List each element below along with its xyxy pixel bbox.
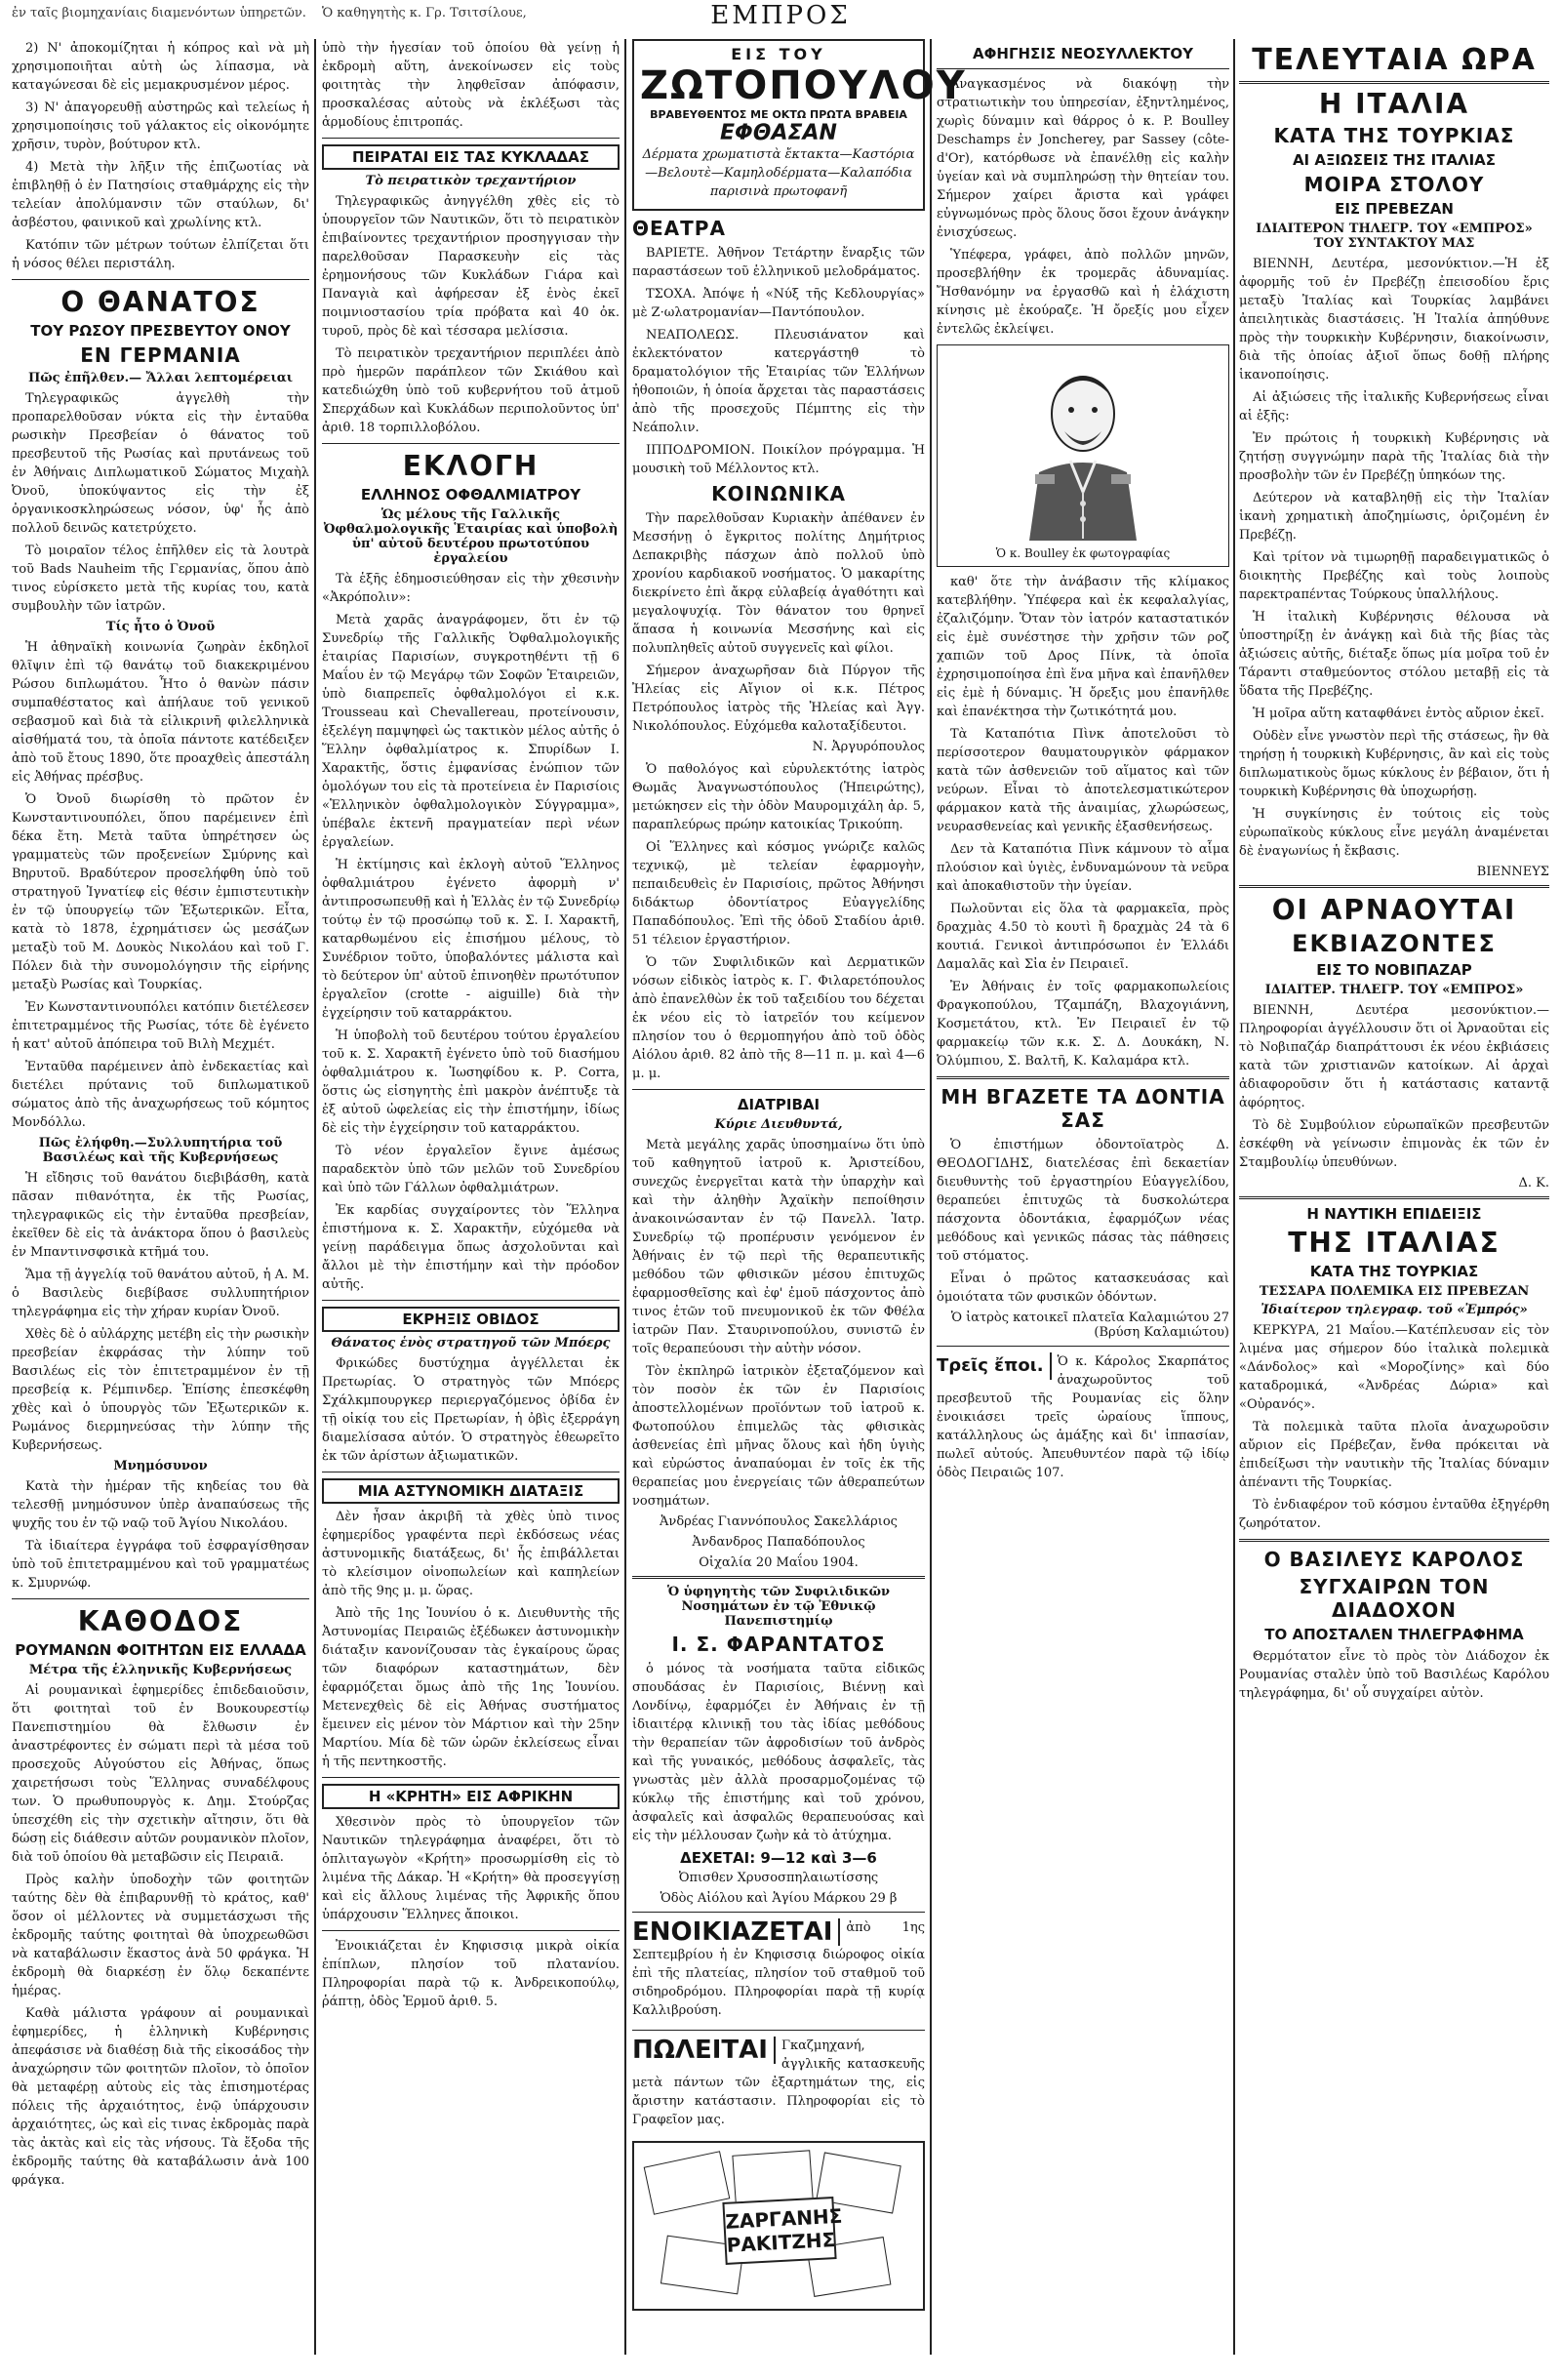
- classified-ad: [632, 1918, 925, 2024]
- divider: [632, 1576, 925, 1579]
- article-paragraph: Ὑπέφερα, γράφει, ἀπὸ πολλῶν μηνῶν, προσεβλήθην ἐκ τρομερᾶς ἀδυναμίας. Ἤσθανόμην να ἐργασθῶ καὶ ἡ ἐλάχιστη κίνησις μὲ ἐκούραζε. Ἡ ὄρεξίς μου εἶχεν ἐντελῶς ἐκλείψει.: [937, 248, 1229, 337]
- article-paragraph: Εἶναι ὁ πρῶτος κατασκευάσας καὶ ὁμοιότατα τῶν φυσικῶν ὀδόντων.: [937, 1271, 1229, 1305]
- subheading: Ὁ ὑφηγητὴς τῶν Συφιλιδικῶν Νοσημάτων ἐν τῷ Ἐθνικῷ Πανεπιστημίῳ: [666, 1585, 891, 1629]
- article-paragraph: Κατὰ τὴν ἡμέραν τῆς κηδείας του θὰ τελεσθῇ μνημόσυνον ὑπὲρ ἀναπαύσεως τῆς ψυχῆς του ἐν τῷ ναῷ τοῦ Ἁγίου Νικολάου.: [12, 1479, 309, 1531]
- signature: Ἀνδρέας Γιαννόπουλος Σακελλάριος: [660, 1514, 898, 1529]
- section-title: ΤΕΛΕΥΤΑΙΑ ΩΡΑ: [1239, 43, 1549, 84]
- hat-shop-advertisement: [632, 2141, 925, 2311]
- column-3: [632, 39, 967, 2355]
- hat-card-icon: [732, 2150, 813, 2203]
- column-4: [937, 39, 1229, 2355]
- section-title: ΘΕΑΤΡΑ: [632, 217, 726, 240]
- subheading: Μέτρα τῆς ἑλληνικῆς Κυβερνήσεως: [28, 1663, 293, 1677]
- ad-keyword: ΕΝΟΙΚΙΑΖΕΤΑΙ: [632, 1918, 840, 1946]
- headline: Η «ΚΡΗΤΗ» ΕΙΣ ΑΦΡΙΚΗΝ: [322, 1784, 620, 1809]
- article-paragraph: Χθὲς δὲ ὁ αὐλάρχης μετέβη εἰς τὴν ρωσικὴν πρεσβείαν ἐκφράσας τὴν λύπην τοῦ Βασιλέως εἰς τὸν ἐπιτετραμμένον ἐν τῇ πρεσβείᾳ κ. Ρέμπινδερ. Ἐπίσης ἐπεσκέφθη χθὲς καὶ ὁ ὑπουργὸς τῶν Ἐξωτερικῶν κ. Ρωμάνος διερμηνεύσας τὴν λύπην τῆς Κυβερνήσεως.: [12, 1327, 309, 1453]
- article-paragraph: 2) Ν' ἀποκομίζηται ἡ κόπρος καὶ νὰ μὴ χρησιμοποιῆται αὐτὴ ὡς λίπασμα, νὰ καταγώνεσαι δὲ εἰς μεμακρυσμένον μέρος.: [12, 41, 309, 93]
- article-paragraph: Ἡ συγκίνησις ἐν τούτοις εἰς τοὺς εὐρωπαϊκοὺς κύκλους εἶνε μεγάλη ἀναμένεται δὲ ἐναγωνίως ἡ ἔκβασις.: [1239, 807, 1549, 859]
- article-paragraph: ὑπὸ τὴν ἡγεσίαν τοῦ ὁποίου θὰ γείνῃ ἡ ἐκδρομὴ αὕτη, ἀνεκοίνωσεν εἰς τοὺς φοιτητὰς τὴν ληφθεῖσαν ἀπόφασιν, προσκαλέσας αὐτοὺς νὰ ἐκλέξωσι τὰς ἁρμοδίους ἐπιτροπάς.: [322, 41, 620, 130]
- subheading: Τίς ἦτο ὁ Ὀνοῦ: [105, 620, 216, 634]
- divider: [632, 1089, 925, 1090]
- divider: [1239, 885, 1549, 888]
- article-paragraph: Τὸ δὲ Συμβούλιον εὐρωπαϊκῶν πρεσβευτῶν ἐσκέφθη νὰ γείνωσιν ἐπιμονὰς ἐκ τῶν ἐν Σταμβουλίῳ ὑπευθύνων.: [1239, 1118, 1549, 1170]
- divider: [632, 2030, 925, 2031]
- divider: [322, 1930, 620, 1931]
- signature: Ἀνδανδρος Παπαδόπουλος: [692, 1535, 865, 1550]
- divider: [937, 1076, 1229, 1079]
- article-paragraph: ὁ μόνος τὰ νοσήματα ταῦτα εἰδικῶς σπουδάσας ἐν Παρισίοις, Βιέννῃ καὶ Λονδίνῳ, ἐφαρμόζει ἐν Ἀθήναις ἐν τῇ ἰδιαιτέρᾳ κλινικῇ του τὰς ἰδίας μεθόδους τὴν θεραπείαν τῶν ἀφροδισίων τοῦ ἀνδρὸς καὶ τῆς γυναικός, μεθόδους ἀσφαλεῖς, τὰς γνωστὰς μὲν ἀλλὰ προσαρμοζομένας τῷ κύκλῳ τῆς ἐπιστήμης καὶ τοῦ χρόνου, ἀσφαλεῖς καὶ ἀσφαλῶς θεραπευούσας καὶ εἰς τὴν μέλλουσαν ζωὴν κἀ τὸ ἀτύχημα.: [632, 1662, 925, 1843]
- article-paragraph: Μετὰ μεγάλης χαρᾶς ὑποσημαίνω ὅτι ὑπὸ τοῦ καθηγητοῦ ἰατροῦ κ. Ἀριστείδου, συνεχῶς ἐνεργεῖται κατὰ τὴν ὑπαρχὴν καὶ καὶ τὴν ἀληθὴν Ἀχαϊκὴν πεποίθησιν ἀνακοινώσανταν ἐν τῷ Πανελλ. Ἰατρ. Συνεδρίῳ τῷ προπέρυσιν γενόμενον ἐν Ἀθήναις ἐν τῷ περὶ τῆς θεραπευτικῆς μεθόδου τῶν φθισικῶν μέσου ἐπιτυχῶς ἐφαρμοσθεῖσης καὶ ἐφ' ἐμοῦ πάσχοντος ἀπὸ τινος ἐτῶν τοῦ πνευμονικοῦ ἐκ τῶν Φθέλα ἰατρῶν Παν. Σταυρινοπούλου, συνιστῶ ἐν τοῖς θεραπεύουσι τὴν αὐτὴν νόσον.: [632, 1138, 925, 1356]
- article-paragraph: ΒΙΕΝΝΗ, Δευτέρα, μεσονύκτιον.—Ἡ ἐξ ἀφορμῆς τοῦ ἐν Πρεβέζῃ ἐπεισοδίου ἔρις μεταξὺ Ἰταλίας καὶ Τουρκίας λαμβάνει ἀπειλητικὰς διαστάσεις. Ἡ Ἰταλία ἀπηύθυνε πρὸς τὴν τουρκικὴν Κυβέρνησιν, διακοίνωσιν, διὰ τῆς ὁποίας ἀξιοῖ ὅπως δοθῇ πλήρης ἱκανοποίησις.: [1239, 257, 1549, 383]
- divider: [322, 138, 620, 139]
- article-paragraph: Ἡ ἐκτίμησις καὶ ἐκλογὴ αὐτοῦ Ἕλληνος ὀφθαλμιάτρου ἐγένετο ἀφορμὴ ν' ἀντιπροσωπευθῇ καὶ ἡ Ἑλλὰς ἐν τῷ Συνεδρίῳ τούτῳ ἐν τῷ προσώπῳ τοῦ κ. Σ. Ι. Χαρακτῆ, καταρθωμένου εἰς ἐπισήμου μέλους, τὸ Συνέδριον τοῦτο, ὑποβαλόντες μάλιστα καὶ τὸ δεύτερον ὑπ' αὐτοῦ ἐπινοηθὲν πρωτότυπον ἐργαλεῖον (crotte - aiguille) διὰ τὴν ἐγχείρησιν τοῦ καταρράκτου.: [322, 858, 620, 1021]
- column-5: [1239, 39, 1549, 2355]
- article-paragraph: Πωλοῦνται εἰς ὅλα τὰ φαρμακεῖα, πρὸς δραχμὰς 4.50 τὸ κουτὶ ἢ δραχμὰς 24 τὰ 6 κουτιά. Γενικοὶ ἀντιπρόσωποι ἐν Ἑλλάδι Δαμαλᾶς καὶ Σἰα ἐν Πειραιεῖ.: [937, 902, 1229, 972]
- subheading: Ὡς μέλους τῆς Γαλλικῆς Ὀφθαλμολογικῆς Ἑταιρίας καὶ ὑποβολὴ ὑπ' αὐτοῦ δευτέρου πρωτοτύπου ἐργαλείου: [323, 507, 619, 566]
- article-paragraph: ΙΠΠΟΔΡΟΜΙΟΝ. Ποικίλον πρόγραμμα. Ἡ μουσικὴ τοῦ Μέλλοντος κτλ.: [632, 443, 925, 476]
- article-paragraph: 4) Μετὰ τὴν λῆξιν τῆς ἐπιζωοτίας νὰ ἐπιβληθῇ ὁ ἐν Πατησίοις σταθμάρχης εἰς τὴν τελείαν ἀπολύμανσιν τῶν σταύλων, δι' ἀσβέστου, φαινικοῦ καὶ χρωλίνης κτλ.: [12, 160, 309, 230]
- shop-name: ΡΑΚΙΤΖΗΣ: [726, 2228, 836, 2257]
- article-paragraph: ΒΙΕΝΝΗ, Δευτέρα μεσονύκτιον.—Πληροφορίαι ἀγγέλλουσιν ὅτι οἱ Ἀρναοῦται εἰς τὸ Νοβιπαζάρ διαπράττουσι ἐκ νέου ἐκβιάσεις κατὰ τῶν χριστιανῶν κατοίκων. Αἱ ἀρχαὶ ἀδιαφοροῦσιν ὅτι ἡ κατάστασις καταντᾷ ἀφόρητος.: [1239, 1003, 1549, 1110]
- column-rule: [930, 39, 932, 2355]
- headline: ΚΑΘΟΔΟΣ: [77, 1605, 244, 1637]
- classified-ad: [632, 2037, 925, 2133]
- headline: ΑΦΗΓΗΣΙΣ ΝΕΟΣΥΛΛΕΚΤΟΥ: [973, 45, 1193, 62]
- ad-heading: ΕΙΣ ΤΟΥ: [731, 45, 826, 63]
- headline: Ο ΒΑΣΙΛΕΥΣ ΚΑΡΟΛΟΣ: [1263, 1548, 1525, 1571]
- article-paragraph: Ἡ εἴδησις τοῦ θανάτου διεβιβάσθη, κατὰ πᾶσαν πιθανότητα, ἐκ τῆς Ρωσίας, τηλεγραφικῶς εἰς τὴν ἐνταῦθα πρεσβείαν, ἐκεῖθεν δὲ εἰς τὰ ἀνάκτορα ὅπου ὁ βασιλεὺς ἐν Μπαντινσφσικὰ κτῆμά του.: [12, 1171, 309, 1260]
- signature: Ν. Ἀργυρόπουλος: [812, 740, 925, 754]
- article-paragraph: Ὁ τῶν Συφιλιδικῶν καὶ Δερματικῶν νόσων εἰδικὸς ἰατρὸς κ. Γ. Φιλαρετόπουλος ἀπὸ ἐπανελθὼν ἐκ τοῦ ταξειδίου του δέχεται ἐκ νέου εἰς τὸ ἰατρεῖόν του κείμενον πλησίον του ὁ θερμοπηγήου ἀπὸ τοῦ ὁδὸς Αἰόλου ἀριθ. 82 ἀπὸ τῆς 8—11 π. μ. καὶ 4—6 μ. μ.: [632, 955, 925, 1081]
- headline: ΡΟΥΜΑΝΩΝ ΦΟΙΤΗΤΩΝ ΕΙΣ ΕΛΛΑΔΑ: [15, 1641, 306, 1659]
- article-paragraph: Τὸν ἐκπληρῶ ἰατρικὸν ἐξεταζόμενον καὶ τὸν ποσὸν ἐκ τῶν ἐν Παρισίοις ἀποστελλομένων προϊόντων τοῦ ἰατροῦ κ. Φωτοπούλου ἐπιμελῶς τὰς φθισικὰς ἀσθενείας ἐπὶ μῆνας ὅλους καὶ ἡδη ὑγιὴς καὶ εὐρώστος ἀναπαύομαι ἐν τοῖς ἐκ τῆς θεραπείας μου ἐνεργείαις τῶν ἀθεραπεύτων νοσημάτων.: [632, 1364, 925, 1509]
- masthead-title: ΕΜΠΡΟΣ: [710, 1, 851, 30]
- subheading: Πῶς ἐπῆλθεν.— Ἄλλαι λεπτομέρειαι: [27, 371, 294, 385]
- article-paragraph: Οὐδὲν εἶνε γνωστὸν περὶ τῆς στάσεως, ἣν θὰ τηρήσῃ ἡ τουρκικὴ Κυβέρνησις, ἂν καὶ εἰς τοὺς διπλωματικοὺς ὅμως κύκλους ἐν βέβαιον, ὅτι ἡ τουρκικὴ Κυβέρνησις θὰ ὑποχωρήσῃ.: [1239, 729, 1549, 799]
- ad-body: Δέρματα χρωματιστὰ ἔκτακτα—Καστόρια—Βελουτὲ—Καμηλοδέρματα—Καλαπόδια παρισινὰ πρωτοφανῆ: [642, 147, 915, 199]
- ad-text: Γκαζμηχανή, ἀγγλικῆς κατασκευῆς μετὰ πάντων τῶν ἐξαρτημάτων της, εἰς ἄριστην κατάστασιν. Πληροφορίαι εἰς τὸ Γραφεῖον μας.: [632, 2038, 925, 2127]
- headline: Η ΙΤΑΛΙΑ: [1318, 88, 1470, 120]
- article-paragraph: Ἡ ἀθηναϊκὴ κοινωνία ζωηρὰν ἐκδηλοῖ θλῖψιν ἐπὶ τῷ θανάτῳ τοῦ διακεκριμένου Ρώσου διπλωμάτου. Ἦτο ὁ θανὼν πάσιν συμπαθέστατος καὶ ἀπήλαυε τοῦ γενικοῦ σεβασμοῦ καὶ διὰ τὰ εἰλικρινῆ φιλελληνικὰ αἰσθήματά του, τὰ ὁποῖα πάντοτε κατέδειξεν ἀπὸ τοῦ ἔτους 1890, ὅτε προαχθεὶς ἀπεστάλη εἰς Ἀθήνας πρέσβυς.: [12, 640, 309, 785]
- article-paragraph: Δεύτερον νὰ καταβληθῇ εἰς τὴν Ἰταλίαν ἱκανὴ χρηματικὴ ἀποζημίωσις, ὁριζομένη ἐν Πρεβέζῃ.: [1239, 491, 1549, 543]
- article-paragraph: Τὰ ἑξῆς ἐδημοσιεύθησαν εἰς τὴν χθεσινὴν «Ἀκρόπολιν»:: [322, 572, 620, 605]
- article-paragraph: Θερμότατον εἶνε τὸ πρὸς τὸν Διάδοχον ἐκ Ρουμανίας σταλὲν ὑπὸ τοῦ Βασιλέως Καρόλου τηλεγράφημα, δι' οὗ συγχαίρει αὐτὸν.: [1239, 1649, 1549, 1701]
- article-paragraph: Οἱ Ἕλληνες καὶ κόσμος γνώριζε καλῶς τεχνικῷ, μὲ τελείαν ἐφαρμογὴν, πεπαιδευθεὶς ἐν Παρισίοις, πρῶτος Ἀθήνησι διδάκτωρ ὀδοντίατρος Εὐαγγελίδης Παπαδόπουλος. Ἐπὶ τῆς ὁδοῦ Σταδίου ἀριθ. 51 τέλειον ἐργαστήριον.: [632, 840, 925, 948]
- article-paragraph: Πρὸς καλὴν ὑποδοχὴν τῶν φοιτητῶν ταύτης δὲν θὰ ἐπιβαρυνθῇ τὸ κράτος, καθ' ὅσον οἱ μέλλοντες νὰ συμμετάσχωσι τῆς ἐκδρομῆς ταύτης φοιτηταὶ θὰ ὑποχρεωθῶσι νὰ καταβάλωσιν ἕκαστος ἀνὰ 50 φράγκα. Ἡ ἐκδρομὴ θὰ διαρκέσῃ ἐν ὅλῳ δεκαπέντε ἡμέρας.: [12, 1873, 309, 1998]
- article-paragraph: Ἐν Κωνσταντινουπόλει κατόπιν διετέλεσεν ἐπιτετραμμένος τῆς Ρωσίας, τότε δὲ ἐγένετο ἡ κατ' αὐτοῦ ἀπόπειρα τοῦ Βιλὴ Μεχμέτ.: [12, 1000, 309, 1052]
- ad-text: ἀπὸ 1ης Σεπτεμβρίου ἡ ἐν Κηφισσιᾳ διώροφος οἰκία ἐπὶ τῆς πλατείας, πλησίον τοῦ σταθμοῦ τοῦ σιδηροδρόμου. Πληροφορίαι παρὰ τῇ κυρίᾳ Καλλιβρούση.: [632, 1920, 925, 2018]
- article-paragraph: Δὲν ἦσαν ἀκριβῆ τὰ χθὲς ὑπὸ τινος ἐφημερίδος γραφέντα περὶ ἐκδόσεως νέας ἀστυνομικῆς διατάξεως, δι' ἧς ἐπιβάλλεται τὸ κλείσιμον οἰνοπωλείων καὶ καπηλείων ἀπὸ τῆς 9ης μ. μ. ὥρας.: [322, 1510, 620, 1598]
- portrait-caption: Ὁ κ. Boulley ἐκ φωτογραφίας: [995, 546, 1171, 560]
- headline: ΣΥΓΧΑΙΡΩΝ ΤΟΝ ΔΙΑΔΟΧΟΝ: [1299, 1575, 1490, 1622]
- column-1: [12, 39, 309, 2355]
- signature: ΒΙΕΝΝΕΥΣ: [1476, 865, 1549, 879]
- article-paragraph: Αἱ ρουμανικαὶ ἐφημερίδες ἐπιδεδαιοῦσιν, ὅτι φοιτηταὶ τοῦ ἐν Βουκουρεστίῳ Πανεπιστημίου θὰ ἔλθωσιν ἐν ἀναστρέφοντες ἐν σώματι περὶ τὰ μέσα τοῦ προσεχοῦς Αὐγούστου εἰς Ἀθήνας, ὅπως χαιρετήσωσι τοὺς Ἕλληνας συναδέλφους των. Ὁ πρωθυπουργὸς κ. Δημ. Στούρζας ὑπεσχέθη εἰς τὴν σχετικὴν αἴτησιν, ὅτι θὰ δώσῃ εἰς διάθεσιν αὐτῶν ρουμανικὸν πλοῖον, διὰ τοῦ ὁποίου θὰ μεταβῶσιν εἰς Πειραιᾶ.: [12, 1683, 309, 1865]
- headline: ΕΚΒΙΑΖΟΝΤΕΣ: [1292, 930, 1497, 957]
- subheading: ΤΕΣΣΑΡΑ ΠΟΛΕΜΙΚΑ ΕΙΣ ΠΡΕΒΕΖΑΝ: [1259, 1284, 1530, 1299]
- article-paragraph: Καθὰ μάλιστα γράφουν αἱ ρουμανικαὶ ἐφημερίδες, ἡ ἑλληνικὴ Κυβέρνησις ἀπεφάσισε νὰ διαθέσῃ διὰ τῆς εἰκοσάδος τὴν ἀναχώρησιν τῶν φοιτητῶν πλοῖον, τὸ ὁποῖον θὰ μεταφέρῃ αὐτοὺς εἰς τὰς ἐπισημοτέρας πόλεις τῆς ἀρχαιότητος, ἐνῷ ὑπάρχουσιν ἀρχαιότητες, ὡς καὶ εἰς τινας ἐκδρομὰς παρὰ τὰς ἀκτὰς καὶ εἰς τὰς νήσους. Τὰ ἔξοδα τῆς ἐκδρομῆς ταύτης θὰ καταβάλωσιν ἀνὰ 100 φράγκα.: [12, 2006, 309, 2188]
- ad-keyword: Τρεῖς ἔποι.: [937, 1352, 1052, 1380]
- dispatch-tag: ΙΔΙΑΙΤΕΡΟΝ ΤΗΛΕΓΡ. ΤΟΥ «ΕΜΠΡΟΣ» ΤΟΥ ΣΥΝΤΑΚΤΟΥ ΜΑΣ: [1256, 222, 1533, 251]
- headline: ΚΑΤΑ ΤΗΣ ΤΟΥΡΚΙΑΣ: [1309, 1263, 1479, 1280]
- article-paragraph: Ἅμα τῇ ἀγγελίᾳ τοῦ θανάτου αὐτοῦ, ἡ Α. Μ. ὁ Βασιλεὺς διεβίβασε συλλυπητήριον τηλεγράφημα εἰς τὴν χήραν κυρίαν Ὀνοῦ.: [12, 1268, 309, 1319]
- headline: Ο ΘΑΝΑΤΟΣ: [60, 286, 260, 318]
- headline: ΜΟΙΡΑ ΣΤΟΛΟΥ: [1303, 173, 1485, 196]
- article-paragraph: Τὴν παρελθοῦσαν Κυριακὴν ἀπέθανεν ἐν Μεσσήνῃ ὁ ἔγκριτος πολίτης Δημήτριος Δεπακριβὴς πάσχων ἀπὸ πολλοῦ ὑπὸ χρονίου καρδιακοῦ νοσήματος. Ὁ μακαρίτης διεκρίνετο ἐπὶ ἄκρᾳ εὐλαβείᾳ ἀγαθότητι καὶ μεγαλοψυχίᾳ. Τὸν θάνατον του θρηνεῖ ἅπασα ἡ κοινωνία Μεσσήνης καὶ εἰς πολυπληθεῖς αὐτοῦ συγγενεῖς καὶ φίλοι.: [632, 511, 925, 656]
- headline: ΤΟΥ ΡΩΣΟΥ ΠΡΕΣΒΕΥΤΟΥ ΟΝΟΥ: [30, 322, 291, 340]
- article-paragraph: ΤΣΟΧΑ. Ἀπόψε ἡ «Νύξ τῆς Κεδλουργίας» μὲ Ζ·ωλατρομανίαν—Παντόπουλον.: [632, 287, 925, 320]
- column-rule: [624, 39, 626, 2355]
- ad-brand: ΖΩΤΟΠΟΥΛΟΥ: [640, 63, 967, 108]
- article-paragraph: Ἐν πρώτοις ἡ τουρκικὴ Κυβέρνησις νὰ ζητήσῃ συγγνώμην παρὰ τῆς Ἰταλίας διὰ τὴν προσβολὴν τῶν ἐν Πρεβέζῃ ὑπηκόων της.: [1239, 431, 1549, 483]
- article-paragraph: Τὰ ἰδιαίτερα ἐγγράφα τοῦ ἐσφραγίσθησαν ὑπὸ τοῦ ἐπιτετραμμένου καὶ τοῦ γραμματέως κ. Σμυρνώφ.: [12, 1539, 309, 1591]
- divider: [1239, 1196, 1549, 1199]
- article-paragraph: Ἀναγκασμένος νὰ διακόψῃ τὴν στρατιωτικὴν του ὑπηρεσίαν, ἐξηντλημένος, χωρὶς δύναμιν καὶ θάρρος ὁ κ. P. Boulley Deschamps ἐν Joncherey, par Sassey (côte-d'Or), κατόρθωσε νὰ ἐπανέλθῃ εἰς καλὴν ὑγείαν καὶ νὰ συμπληρώσῃ τὴν θητείαν του. Σήμερον χαίρει ἄριστα καὶ γράφει εὐγνωμόνως πρὸς ὅλους ὅσοι ἔχουν ἀνάγκην ἐνισχύσεως.: [937, 77, 1229, 240]
- article-paragraph: Καὶ τρίτον νὰ τιμωρηθῇ παραδειγματικῶς ὁ διοικητὴς Πρεβέζης καὶ τοὺς λοιποὺς παρεκτραπέντας Τούρκους ὑπαλλήλους.: [1239, 550, 1549, 602]
- article-paragraph: Χθεσινὸν πρὸς τὸ ὑπουργεῖον τῶν Ναυτικῶν τηλεγράφημα ἀναφέρει, ὅτι τὸ ὁπλιταγωγὸν «Κρήτη» προσωρμίσθη εἰς τὸ λιμένα τῆς Δάκαρ. Ἡ «Κρήτη» θὰ προσεγγίσῃ καὶ εἰς ἄλλους λιμένας τῆς Ἀφρικῆς ὅπου ὑπάρχουσιν Ἕλληνες ἄποικοι.: [322, 1815, 620, 1922]
- article-paragraph: Ἐκ καρδίας συγχαίροντες τὸν Ἕλληνα ἐπιστήμονα κ. Σ. Χαρακτῆν, εὐχόμεθα νὰ γείνῃ παράδειγμα ὅπως ἀσχολοῦνται καὶ ἄλλοι μὲ τὴν ἐπιστήμην καὶ τὴν πρόοδον αὐτῆς.: [322, 1203, 620, 1292]
- top-fragment-col1: ἐν ταῖς βιομηχανίαις διαμενόντων ὑπηρετῶν.: [12, 6, 306, 20]
- headline: ΕΙΣ ΠΡΕΒΕΖΑΝ: [1335, 200, 1454, 218]
- headline: ΟΙ ΑΡΝΑΟΥΤΑΙ: [1271, 894, 1517, 926]
- article-paragraph: Μετὰ χαρᾶς ἀναγράφομεν, ὅτι ἐν τῷ Συνεδρίῳ τῆς Γαλλικῆς Ὀφθαλμολογικῆς ἑταιρίας Παρισίων, συγκροτηθέντι τῇ 6 Μαΐου ἐν τῷ Μεγάρῳ τῶν Σοφῶν Ἑταιρειῶν, ὑπὸ διαπρεπεῖς ὀφθαλμολόγοι εἰ κ.κ. Trousseau καὶ Chevallereau, προτείνουσιν, ἐξελέγη παμψηφεὶ ὡς τακτικὸν μέλος αὐτῆς ὁ Ἕλλην ὀφθαλμίατρος κ. Σπυρίδων Ι. Χαρακτῆς, ὅστις ἐμφανίσας ἐνώπιον τῶν ὁμολόγων του εἰς τὰ προτείνεια ἐν Παρισίοις «Ἑλληνικὸν ὀφθαλμολογικὸν Σύγγραμμα», ὑπέβαλε ἐκτενῆ πραγματείαν περὶ νέων ἐργαλείων.: [322, 613, 620, 850]
- headline: ΚΑΤΑ ΤΗΣ ΤΟΥΡΚΙΑΣ: [1273, 124, 1515, 147]
- article-paragraph: Ἡ ὑποβολὴ τοῦ δευτέρου τούτου ἐργαλείου τοῦ κ. Σ. Χαρακτῆ ἐγένετο ὑπὸ τοῦ διασήμου ὀφθαλμιάτρου κ. Ἰωσηφίδου κ. Ρ. Corra, ὅστις ὡς εἰσηγητὴς ἐπὶ μακρὸν ἀνέπτυξε τὰ ἐξ αὐτοῦ ὠφελείας εἰς τὴν ἐπιστήμην, ἰδίως δὲ εἰς τὴν ἐγχείρησιν τοῦ καταρράκτου.: [322, 1029, 620, 1136]
- headline: Η ΝΑΥΤΙΚΗ ΕΠΙΔΕΙΞΙΣ: [1306, 1205, 1482, 1223]
- subheading: Θάνατος ἑνὸς στρατηγοῦ τῶν Μπόερς: [331, 1336, 611, 1351]
- classified-ad: [937, 1352, 1229, 1486]
- article-paragraph: Φρικώδες δυστύχημα ἀγγέλλεται ἐκ Πρετωρίας. Ὁ στρατηγὸς τῶν Μπόερς Σχάλκμπουργκερ περιεργαζόμενος ὀβίδα ἐν τῇ οἰκίᾳ του εἰς Πρετωρίαν, ἡ ὀβὶς ἐξερράγη διαμελίσασα αὐτόν. Ὁ στρατηγὸς ἐθεωρεῖτο ἐκ τῶν ἀρίστων ἀξιωματικῶν.: [322, 1356, 620, 1464]
- divider: [12, 279, 309, 280]
- headline: ΕΙΣ ΤΟ ΝΟΒΙΠΑΖΑΡ: [1316, 961, 1472, 979]
- article-paragraph: Ὁ ἐπιστήμων ὀδοντοϊατρὸς Δ. ΘΕΟΔΟΓΙΔΗΣ, διατελέσας ἐπὶ δεκαετίαν διευθυντὴς τοῦ ἐργαστηρίου Εὐαγγελίδου, θεραπεύει ἐπιτυχῶς τὰ δυσκολώτερα πάσχοντα ὀδοντάκια, ἐφαρμόζων νέας μεθόδους καὶ γενικῶς πάσας τὰς πάθησεις τοῦ στόματος.: [937, 1138, 1229, 1264]
- signature: Ὁ ἰατρὸς κατοικεῖ πλατεῖα Καλαμιώτου 27 (Βρύση Καλαμιώτου): [950, 1311, 1229, 1340]
- ad-subtitle: ΒΡΑΒΕΥΘΕΝΤΟΣ ΜΕ ΟΚΤΩ ΠΡΩΤΑ ΒΡΑΒΕΙΑ: [650, 108, 907, 121]
- signature: Δ. Κ.: [1518, 1176, 1549, 1190]
- headline: ΤΟ ΑΠΟΣΤΑΛΕΝ ΤΗΛΕΓΡΑΦΗΜΑ: [1264, 1626, 1524, 1643]
- article-paragraph: Ἐνταῦθα παρέμεινεν ἀπὸ ἐνδεκαετίας καὶ διετέλει πρύτανις τοῦ διπλωματικοῦ σώματος ἀπὸ τῆς ἀναχωρήσεως τοῦ κόμητος Μονδόλλω.: [12, 1060, 309, 1130]
- article-paragraph: ΚΕΡΚΥΡΑ, 21 Μαΐου.—Κατέπλευσαν εἰς τὸν λιμένα μας σήμερον δύο ἰταλικὰ πολεμικὰ «Δάνδολος» καὶ «Μοροζίνης» καὶ δύο καταδρομικά, «Ἀνδρέας Δώρια» καὶ «Οὐρανός».: [1239, 1323, 1549, 1412]
- address: Ὀπισθεν Χρυσοσπηλαιωτίσσης: [678, 1871, 879, 1885]
- article-paragraph: Τὰ πολεμικὰ ταῦτα πλοῖα ἀναχωροῦσιν αὔριον εἰς Πρέβεζαν, ἔνθα πρόκειται νὰ ἐπιδείξωσι τὴν ναυτικὴν τῆς Ἰταλίας δύναμιν ἀπέναντι τῆς Τουρκίας.: [1239, 1420, 1549, 1490]
- article-paragraph: Αἱ ἀξιώσεις τῆς ἰταλικῆς Κυβερνήσεως εἶναι αἱ ἑξῆς:: [1239, 390, 1549, 424]
- section-title: ΔΙΑΤΡΙΒΑΙ: [737, 1096, 821, 1113]
- article-paragraph: Ἀπὸ τῆς 1ης Ἰουνίου ὁ κ. Διευθυντὴς τῆς Ἀστυνομίας Πειραιῶς ἐξέδωκεν ἀστυνομικὴν διάταξιν κανονίζουσαν τὰς ἐγκαίρους ὥρας τῶν διαφόρων καταστημάτων, δὲν ἐφαρμόζεται ὅμως ἀπὸ τῆς 1ης Ἰουνίου. Μετενεχθεὶς δὲ εἰς Ἀθήνας συστήματος ἔμεινεν εἰς μένον τὸν Μάρτιον καὶ τὴν 25ην Μαρτίου. Μία δὲ τῶν ὡρῶν ἐκλείσεως εἶναι ἡ τῆς πεντηκοστῆς.: [322, 1606, 620, 1769]
- article-paragraph: Τηλεγραφικῶς ἀγγελθὴ τὴν προπαρελθοῦσαν νύκτα εἰς τὴν ἐνταῦθα ρωσικὴν Πρεσβείαν ὁ θάνατος τοῦ πρεσβευτοῦ τῆς Ρωσίας καὶ πρυτάνεως τοῦ ἐν Ἀθήναις Διπλωματικοῦ Σώματος Μιχαὴλ Ὀνοῦ, ὑποκύψαντος εἰς τὴν ἐξ ὀργανικοσκληρώσεως νόσον, ὑφ' ἧς ἀπὸ πολλοῦ δεινῶς κατετρύχετο.: [12, 391, 309, 536]
- article-paragraph: ΝΕΑΠΟΛΕΩΣ. Πλευσιάνατον καὶ ἐκλεκτόνατον κατεργάστηθ τὸ δραματολόγιον τῆς Ἑταιρίας τῶν Ἑλλήνων ἠθοποιῶν, ἡ ὁποία ἄρχεται τὰς παραστάσεις ἀπὸ τῆς προσεχοῦς Πέμπτης εἰς τὴν Νεάπολιν.: [632, 328, 925, 435]
- headline: Ι. Σ. ΦΑΡΑΝΤΑΤΟΣ: [671, 1633, 886, 1656]
- classified-ad: Ἐνοικιάζεται ἐν Κηφισσιᾳ μικρὰ οἰκία ἐπίπλων, πλησίον τοῦ πλατανίου. Πληροφορίαι παρὰ τῷ κ. Ἀνδρεικοπούλῳ, ῥάπτῃ, ὁδὸς Ἑρμοῦ ἀριθ. 5.: [322, 1939, 620, 2009]
- divider: [632, 1912, 925, 1913]
- article-paragraph: Τὸ νέον ἐργαλεῖον ἔγινε ἀμέσως παραδεκτὸν ὑπὸ τῶν μελῶν τοῦ Συνεδρίου καὶ ὑπὸ τῶν Γάλλων ὀφθαλμιάτρων.: [322, 1144, 620, 1195]
- headline: ΕΚΛΟΓΗ: [402, 450, 540, 482]
- hat-cards-illustration: [644, 2153, 913, 2299]
- headline: ΠΕΙΡΑΤΑΙ ΕΙΣ ΤΑΣ ΚΥΚΛΑΔΑΣ: [322, 144, 620, 170]
- divider: [322, 443, 620, 444]
- divider: [937, 1346, 1229, 1347]
- ad-keyword: ΠΩΛΕΙΤΑΙ: [632, 2037, 776, 2064]
- portrait-frame: [937, 344, 1229, 567]
- subheading: Μνημόσυνον: [113, 1459, 208, 1473]
- salutation: Κύριε Διευθυντά,: [714, 1117, 843, 1132]
- divider: [322, 1300, 620, 1301]
- article-paragraph: Ἡ μοῖρα αὕτη καταφθάνει ἐντὸς αὔριον ἐκεῖ.: [1253, 706, 1544, 721]
- article-paragraph: ΒΑΡΙΕΤΕ. Ἀθῆνον Τετάρτην ἔναρξις τῶν παραστάσεων τοῦ ἑλληνικοῦ μελοδράματος.: [632, 246, 925, 279]
- article-paragraph: Ὁ Ὀνοῦ διωρίσθη τὸ πρῶτον ἐν Κωνσταντινουπόλει, ὅπου παρέμεινεν ἐπὶ δέκα ἔτη. Μετὰ ταῦτα ὑπηρέτησεν ὡς γραμματεὺς τῶν προξενείων Σμύρνης καὶ Βηρυτοῦ. Βραδύτερον προσελήφθη ὑπὸ τοῦ στρατηγοῦ Ἰγνατίεφ εἰς θέσιν ἐμπιστευτικὴν ἐν τῷ ὑπουργείῳ τῶν Ἐξωτερικῶν. Εἶτα, κατὰ τὸ 1878, ἐχρημάτισεν ὡς μεσάζων μεταξὺ τοῦ Μ. Δουκὸς Νικολάου καὶ τοῦ Γ. Πόλεν διὰ τὴν συνομολόγησιν τῆς εἰρήνης μεταξὺ Ρωσίας καὶ Τουρκίας.: [12, 792, 309, 992]
- article-paragraph: Κατόπιν τῶν μέτρων τούτων ἐλπίζεται ὅτι ἡ νόσος θέλει περιστάλη.: [12, 238, 309, 271]
- dispatch-tag: ΙΔΙΑΙΤΕΡ. ΤΗΛΕΓΡ. ΤΟΥ «ΕΜΠΡΟΣ»: [1264, 983, 1524, 997]
- ad-text: Ὁ κ. Κάρολος Σκαρπάτος ἀναχωροῦντος τοῦ πρεσβευτοῦ τῆς Ρουμανίας εἰς ὅλην ἐνοικιάσει τρεῖς ὡραίους ἵππους, κατάλληλους ὡς ἁμάξης καὶ δι' ἱππασίαν, πωλεῖ αὐτούς. Ἀπευθυντέον παρὰ τῷ ἰδίῳ ὁδὸς Πειραιῶς 107.: [937, 1354, 1229, 1480]
- headline: ΜΗ ΒΓΑΖΕΤΕ ΤΑ ΔΟΝΤΙΑ ΣΑΣ: [941, 1085, 1225, 1132]
- article-paragraph: Σήμερον ἀναχωρῆσαν διὰ Πύργον τῆς Ἠλείας εἰς Αἴγιον οἱ κ.κ. Πέτρος Πετρόπουλος ἰατρὸς τῆς Ἠλείας καὶ Ἀγγ. Νικολόπουλος. Εὐχόμεθα καλοταξίδευτοι.: [632, 664, 925, 734]
- article-paragraph: Τηλεγραφικῶς ἀνηγγέλθη χθὲς εἰς τὸ ὑπουργεῖον τῶν Ναυτικῶν, ὅτι τὸ πειρατικὸν ἐπιβαίνοντες τρεχαντήριον προσηγγισαν τὴν παρελθοῦσαν Παρασκευὴν εἰς τὰς ἐρημονήσους τῶν Κυκλάδων Γιάρα καὶ Παναγιὰ καὶ ἀφήρεσαν ἐξ ἑνὸς ἐκεῖ ποιμνιοστασίου τρία πρόβατα καὶ 40 ὀκ. τυροῦ, πρὸς δὲ καὶ τέσσαρα μελίσσια.: [322, 194, 620, 339]
- shop-name: ΖΑΡΓΑΝΗΣ: [724, 2203, 843, 2234]
- article-paragraph: καθ' ὅτε τὴν ἀνάβασιν τῆς κλίμακος κατεβλήθην. Ὑπέφερα καὶ ἐκ κεφαλαλγίας, ἐζαλιζόμην. Ὅταν τὸν ἰατρόν καταστατικόν εἰς ἐμὲ συνέστησε τὴν χρῆσιν τῶν ροζ χαπιῶν τοῦ Δρος Πίνκ, τὰ ὁποῖα ἐχρησιμοποίησα ἐπὶ ἕνα μῆνα καὶ ἐπανῆλθεν εἰς ἐμὲ ἡ δύναμις. Ἡ ὄρεξις μου ἐπανῆλθε καὶ ἐπανέκτησα τὴν ζωτικότητά μου.: [937, 575, 1229, 719]
- article-paragraph: Ὁ παθολόγος καὶ εὐρυλεκτότης ἰατρὸς Θωμᾶς Ἀναγνωστόπουλος (Ἠπειρώτης), μετώκησεν εἰς τὴν ὁδὸν Μαυρομιχάλη ἀρ. 5, παραπλεύρως πρώην κατοικίας Τρικούπη.: [632, 762, 925, 832]
- column-2: [322, 39, 620, 2355]
- article-paragraph: Δεν τὰ Καταπότια Πὶνκ κάμνουν τὸ αἷμα πλούσιον καὶ ὑγιὲς, ἐνδυναμώνουν τὰ νεῦρα καὶ ἀποκαθιστοῦν τὴν ὑγείαν.: [937, 842, 1229, 894]
- portrait-illustration: [1000, 355, 1166, 541]
- ad-arrived: ΕΦΘΑΣΑΝ: [720, 121, 837, 145]
- headline: ΑΙ ΑΞΙΩΣΕΙΣ ΤΗΣ ΙΤΑΛΙΑΣ: [1292, 151, 1497, 169]
- subheading: Πῶς ἐλήφθη.—Συλλυπητήρια τοῦ Βασιλέως καὶ τῆς Κυβερνήσεως: [38, 1136, 283, 1165]
- article-paragraph: Τὸ πειρατικὸν τρεχαντήριον περιπλέει ἀπὸ πρὸ ἡμερῶν παράπλεον τῶν Σκιάθου καὶ κατεδιώχθη ὑπὸ τοῦ κυβερνήτου τοῦ ἀτμοῦ Σπερχάδων καὶ Κυκλάδων περιπολοῦντος ὑπ' ἀριθ. 18 τορπιλλοβόλου.: [322, 346, 620, 435]
- hat-card-icon: [644, 2151, 731, 2215]
- headline: ΕΚΡΗΞΙΣ ΟΒΙΔΟΣ: [322, 1307, 620, 1332]
- divider: [322, 1777, 620, 1778]
- divider: [1239, 1539, 1549, 1542]
- headline: ΕΝ ΓΕΡΜΑΝΙΑ: [80, 343, 241, 367]
- headline: ΤΗΣ ΙΤΑΛΙΑΣ: [1288, 1227, 1501, 1259]
- article-paragraph: Ἐν Ἀθήναις ἐν τοῖς φαρμακοπωλείοις Φραγκοπούλου, Τζαμπάζη, Βλαχογιάννη, Κοσμετάτου, κτλ. Ἐν Πειραιεῖ ἐν τῷ φαρμακείῳ τῶν κ.κ. Σ. Δ. Δουκάκη, Ν. Ὀλύμπιου, Σ. Βαλτῆ, Κ. Καλαμάρα κτλ.: [937, 980, 1229, 1069]
- column-rule: [1233, 39, 1235, 2355]
- dispatch-tag: Ἰδιαίτερον τηλεγραφ. τοῦ «Ἐμπρός»: [1261, 1303, 1528, 1317]
- subheading: Τὸ πειρατικὸν τρεχαντήριον: [365, 174, 577, 188]
- address: Ὁδὸς Αἰόλου καὶ Ἁγίου Μάρκου 29 β: [660, 1891, 898, 1906]
- section-title: ΚΟΙΝΩΝΙΚΑ: [711, 482, 846, 505]
- headline: ΜΙΑ ΑΣΤΥΝΟΜΙΚΗ ΔΙΑΤΑΞΙΣ: [322, 1478, 620, 1504]
- article-paragraph: Τὸ ἐνδιαφέρον τοῦ κόσμου ἐνταῦθα ἐξηγέρθη ζωηρότατον.: [1239, 1498, 1549, 1531]
- shoe-advertisement: [632, 39, 967, 211]
- top-fragment-col2: Ὁ καθηγητὴς κ. Γρ. Τσιτσίλουε,: [322, 6, 527, 20]
- article-paragraph: 3) Ν' ἀπαγορευθῇ αὐστηρῶς καὶ τελείως ἡ χρησιμοποίησις τοῦ γάλακτος εἰς οἰκονόμητε χρῆσιν, τυρὸν, βούτυρον κτλ.: [12, 101, 309, 152]
- headline: ΕΛΛΗΝΟΣ ΟΦΘΑΛΜΙΑΤΡΟΥ: [360, 486, 581, 504]
- divider: [937, 68, 1229, 69]
- signature: Οἰχαλία 20 Μαΐου 1904.: [699, 1555, 859, 1570]
- article-paragraph: Ἡ ἰταλικὴ Κυβέρνησις θέλουσα νὰ ὑποστηρίξῃ ἐν ἀνάγκῃ καὶ διὰ τῆς βίας τὰς ἀξιώσεις αὐτῆς, διέταξε ὅπως μία μοῖρα τοῦ ἐν Τάραντι σταθμεύοντος στόλου μεταβῇ εἰς τὰ ὕδατα τῆς Πρεβέζης.: [1239, 610, 1549, 699]
- article-paragraph: Τὸ μοιραῖον τέλος ἐπῆλθεν εἰς τὰ λουτρὰ τοῦ Bads Nauheim τῆς Γερμανίας, ὅπου ἀπὸ τινος εὑρίσκετο μετὰ τῆς κυρίας του, κατὰ συμβουλὴν τῶν ἰατρῶν.: [12, 544, 309, 614]
- article-paragraph: Τὰ Καταπότια Πὶνκ ἀποτελοῦσι τὸ περίσσοτερον θαυματουργικὸν φάρμακον κατὰ τῶν ἀσθενειῶν τοῦ αἵματος καὶ τῶν νεύρων. Εἶναι τὸ ἀποτελεσματικώτερον φάρμακον κατὰ τῆς ἀναιμίας, χλωρώσεως, νευρασθενείας καὶ γενικῆς ἐξασθενήσεως.: [937, 727, 1229, 834]
- shop-name-card: [722, 2197, 843, 2265]
- column-rule: [314, 39, 316, 2355]
- hours: ΔΕΧΕΤΑΙ: 9—12 καὶ 3—6: [680, 1849, 877, 1867]
- divider: [12, 1598, 309, 1599]
